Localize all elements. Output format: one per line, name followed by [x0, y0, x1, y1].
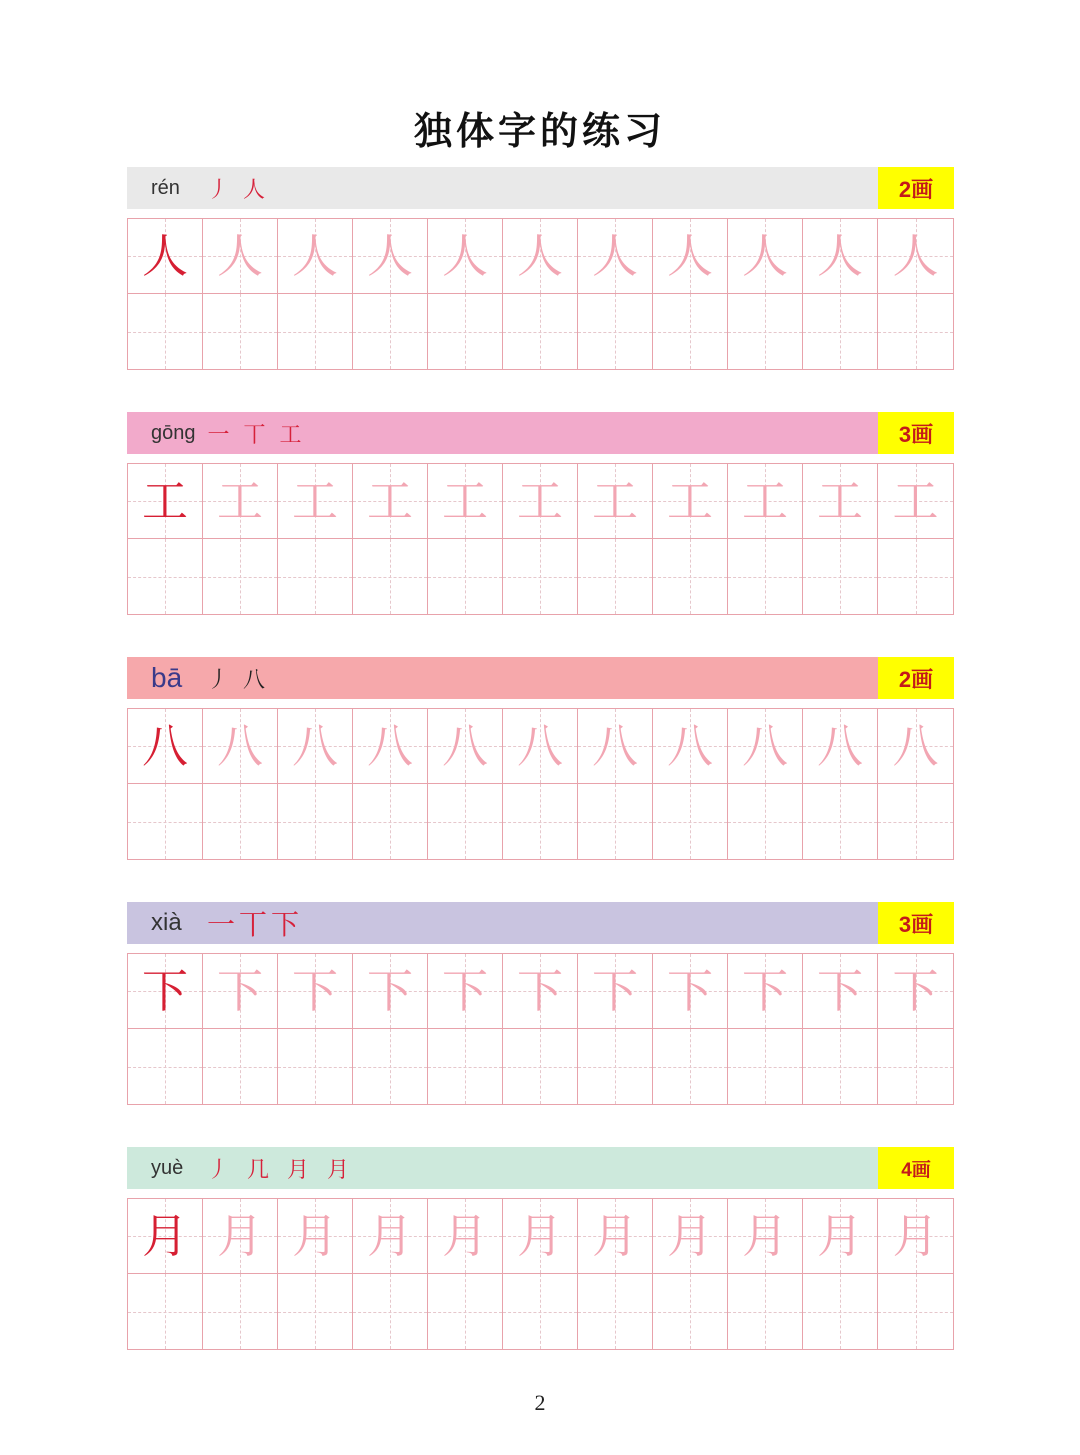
blank-writing-cell [578, 1029, 653, 1104]
model-character: 工 [142, 474, 188, 528]
trace-character: 工 [592, 474, 638, 528]
trace-character-cell [653, 219, 728, 294]
pinyin-label: rén [151, 176, 180, 199]
blank-writing-cell [803, 539, 878, 614]
trace-character-cell [728, 954, 803, 1029]
trace-character: 月 [817, 1209, 863, 1263]
trace-character: 人 [892, 229, 939, 283]
trace-character: 人 [817, 229, 863, 283]
trace-character: 月 [367, 1209, 413, 1263]
trace-character-cell [278, 219, 353, 294]
blank-writing-cell [128, 1274, 203, 1349]
practice-section-yue [127, 1147, 954, 1350]
model-character: 人 [142, 229, 188, 283]
trace-character: 人 [667, 229, 713, 283]
stroke-step: 一 [207, 908, 236, 941]
blank-writing-cell [653, 1029, 728, 1104]
blank-writing-cell [878, 294, 953, 369]
blank-writing-cell [428, 1029, 503, 1104]
trace-character: 工 [517, 474, 563, 528]
section-header-bar [127, 657, 954, 699]
blank-writing-cell [728, 1029, 803, 1104]
trace-character: 八 [217, 719, 263, 773]
blank-writing-cell [878, 539, 953, 614]
practice-grid [127, 463, 954, 615]
trace-character-cell [428, 219, 503, 294]
stroke-order [207, 1153, 363, 1184]
blank-writing-cell [203, 1029, 278, 1104]
trace-character-cell [578, 219, 653, 294]
trace-character-cell [653, 1199, 728, 1274]
trace-character: 八 [517, 719, 563, 773]
model-character-cell [128, 464, 203, 539]
blank-writing-cell [803, 784, 878, 859]
blank-writing-cell [578, 294, 653, 369]
blank-writing-cell [578, 1274, 653, 1349]
trace-character: 八 [817, 719, 863, 773]
blank-writing-cell [278, 294, 353, 369]
blank-writing-cell [428, 1274, 503, 1349]
blank-writing-cell [803, 1029, 878, 1104]
trace-character-cell [353, 954, 428, 1029]
trace-character-cell [203, 954, 278, 1029]
trace-character: 工 [817, 474, 863, 528]
model-character: 八 [142, 719, 188, 773]
blank-writing-cell [728, 784, 803, 859]
stroke-step: 丿 [207, 1157, 230, 1183]
trace-character-cell [578, 709, 653, 784]
trace-character: 八 [667, 719, 713, 773]
trace-character-cell [353, 1199, 428, 1274]
trace-character-cell [803, 1199, 878, 1274]
trace-character: 工 [217, 474, 263, 528]
blank-writing-cell [128, 539, 203, 614]
blank-writing-cell [428, 294, 503, 369]
trace-character-cell [278, 1199, 353, 1274]
practice-section-gong [127, 412, 954, 615]
blank-writing-cell [428, 784, 503, 859]
blank-writing-cell [878, 1274, 953, 1349]
trace-character: 月 [892, 1209, 939, 1263]
blank-writing-cell [353, 1274, 428, 1349]
blank-writing-cell [203, 784, 278, 859]
trace-character-cell [803, 219, 878, 294]
trace-character-cell [878, 219, 953, 294]
trace-character: 工 [367, 474, 413, 528]
trace-character: 月 [742, 1209, 788, 1263]
trace-character-cell [428, 464, 503, 539]
trace-character: 人 [217, 229, 263, 283]
trace-character: 下 [667, 964, 713, 1018]
practice-grid [127, 953, 954, 1105]
trace-character-cell [653, 709, 728, 784]
practice-grid [127, 1198, 954, 1350]
trace-character: 人 [592, 229, 638, 283]
trace-character-cell [578, 1199, 653, 1274]
stroke-count-badge: 3画 [878, 902, 954, 944]
trace-character: 下 [517, 964, 563, 1018]
trace-character: 人 [367, 229, 413, 283]
trace-character-cell [803, 464, 878, 539]
trace-character-cell [578, 954, 653, 1029]
blank-writing-cell [728, 1274, 803, 1349]
practice-section-xia [127, 902, 954, 1105]
trace-character-cell [728, 464, 803, 539]
trace-character: 工 [892, 474, 939, 528]
practice-grid [127, 708, 954, 860]
trace-character: 八 [442, 719, 488, 773]
trace-character-cell [428, 954, 503, 1029]
blank-writing-cell [728, 539, 803, 614]
trace-character-cell [878, 709, 953, 784]
trace-character-cell [728, 1199, 803, 1274]
blank-writing-cell [728, 294, 803, 369]
blank-writing-cell [653, 294, 728, 369]
stroke-step: 丿 [207, 667, 230, 693]
practice-section-ren [127, 167, 954, 370]
model-character: 月 [142, 1209, 188, 1263]
blank-writing-cell [203, 294, 278, 369]
trace-character: 八 [292, 719, 338, 773]
blank-writing-cell [203, 539, 278, 614]
blank-writing-cell [428, 539, 503, 614]
trace-character: 下 [442, 964, 488, 1018]
stroke-step: 丿 [207, 177, 230, 203]
section-header-bar [127, 167, 954, 209]
trace-character: 下 [367, 964, 413, 1018]
trace-character: 月 [517, 1209, 563, 1263]
trace-character-cell [653, 954, 728, 1029]
blank-writing-cell [278, 784, 353, 859]
trace-character: 下 [742, 964, 788, 1018]
blank-writing-cell [503, 1029, 578, 1104]
trace-character-cell [653, 464, 728, 539]
blank-writing-cell [503, 1274, 578, 1349]
trace-character: 下 [592, 964, 638, 1018]
stroke-step: 工 [279, 422, 302, 448]
trace-character-cell [353, 709, 428, 784]
trace-character-cell [878, 464, 953, 539]
trace-character: 工 [292, 474, 338, 528]
stroke-step: 丅 [239, 908, 268, 941]
trace-character: 八 [367, 719, 413, 773]
stroke-order [207, 903, 313, 943]
blank-writing-cell [353, 1029, 428, 1104]
blank-writing-cell [128, 1029, 203, 1104]
trace-character-cell [503, 954, 578, 1029]
trace-character-cell [803, 709, 878, 784]
model-character-cell [128, 954, 203, 1029]
blank-writing-cell [278, 1274, 353, 1349]
trace-character: 工 [667, 474, 713, 528]
section-header-bar [127, 902, 954, 944]
trace-character-cell [428, 1199, 503, 1274]
practice-section-ba [127, 657, 954, 860]
blank-writing-cell [653, 784, 728, 859]
page-number: 2 [534, 1390, 546, 1415]
blank-writing-cell [128, 294, 203, 369]
pinyin-label: xià [151, 909, 182, 936]
blank-writing-cell [503, 539, 578, 614]
stroke-step: 八 [243, 667, 266, 693]
blank-writing-cell [803, 294, 878, 369]
blank-writing-cell [278, 539, 353, 614]
section-header-bar [127, 1147, 954, 1189]
trace-character-cell [203, 1199, 278, 1274]
blank-writing-cell [128, 784, 203, 859]
trace-character-cell [803, 954, 878, 1029]
trace-character-cell [503, 1199, 578, 1274]
blank-writing-cell [353, 294, 428, 369]
trace-character-cell [503, 464, 578, 539]
trace-character: 人 [292, 229, 338, 283]
trace-character: 人 [517, 229, 563, 283]
blank-writing-cell [878, 784, 953, 859]
stroke-order [208, 418, 316, 449]
blank-writing-cell [578, 539, 653, 614]
blank-writing-cell [353, 784, 428, 859]
trace-character: 下 [292, 964, 338, 1018]
trace-character-cell [278, 709, 353, 784]
blank-writing-cell [203, 1274, 278, 1349]
stroke-step: 月 [287, 1157, 310, 1183]
blank-writing-cell [653, 539, 728, 614]
page-title: 独体字的练习 [413, 108, 666, 153]
blank-writing-cell [803, 1274, 878, 1349]
trace-character: 工 [442, 474, 488, 528]
trace-character: 月 [292, 1209, 338, 1263]
stroke-step: 一 [207, 422, 230, 448]
trace-character-cell [878, 1199, 953, 1274]
pinyin-label: yuè [151, 1156, 184, 1179]
trace-character-cell [353, 219, 428, 294]
trace-character: 人 [742, 229, 788, 283]
pinyin-label: bā [151, 662, 183, 693]
trace-character-cell [578, 464, 653, 539]
trace-character: 月 [217, 1209, 263, 1263]
trace-character-cell [203, 219, 278, 294]
trace-character-cell [503, 709, 578, 784]
practice-grid [127, 218, 954, 370]
stroke-order [207, 173, 279, 204]
trace-character-cell [503, 219, 578, 294]
trace-character-cell [278, 954, 353, 1029]
trace-character-cell [203, 709, 278, 784]
stroke-step: 下 [271, 908, 300, 941]
trace-character: 下 [817, 964, 863, 1018]
trace-character: 八 [742, 719, 788, 773]
blank-writing-cell [503, 294, 578, 369]
section-header-bar [127, 412, 954, 454]
trace-character-cell [353, 464, 428, 539]
blank-writing-cell [278, 1029, 353, 1104]
stroke-count-badge: 2画 [878, 657, 954, 699]
blank-writing-cell [653, 1274, 728, 1349]
trace-character-cell [428, 709, 503, 784]
stroke-order [207, 663, 279, 694]
model-character-cell [128, 219, 203, 294]
blank-writing-cell [353, 539, 428, 614]
trace-character-cell [728, 219, 803, 294]
trace-character: 月 [667, 1209, 713, 1263]
trace-character-cell [278, 464, 353, 539]
trace-character-cell [878, 954, 953, 1029]
stroke-count-badge: 4画 [878, 1147, 954, 1189]
model-character: 下 [142, 964, 188, 1018]
trace-character-cell [203, 464, 278, 539]
trace-character-cell [728, 709, 803, 784]
blank-writing-cell [878, 1029, 953, 1104]
pinyin-label: gōng [151, 421, 196, 444]
trace-character: 下 [217, 964, 263, 1018]
trace-character: 八 [592, 719, 638, 773]
model-character-cell [128, 1199, 203, 1274]
blank-writing-cell [503, 784, 578, 859]
blank-writing-cell [578, 784, 653, 859]
stroke-step: 丅 [243, 422, 266, 448]
stroke-step: 几 [247, 1157, 270, 1183]
stroke-step: 人 [243, 177, 266, 203]
model-character-cell [128, 709, 203, 784]
stroke-count-badge: 3画 [878, 412, 954, 454]
trace-character: 人 [442, 229, 488, 283]
trace-character: 月 [442, 1209, 488, 1263]
stroke-step: 月 [327, 1157, 350, 1183]
trace-character: 月 [592, 1209, 638, 1263]
trace-character: 下 [892, 964, 939, 1018]
stroke-count-badge: 2画 [878, 167, 954, 209]
trace-character: 工 [742, 474, 788, 528]
trace-character: 八 [892, 719, 939, 773]
